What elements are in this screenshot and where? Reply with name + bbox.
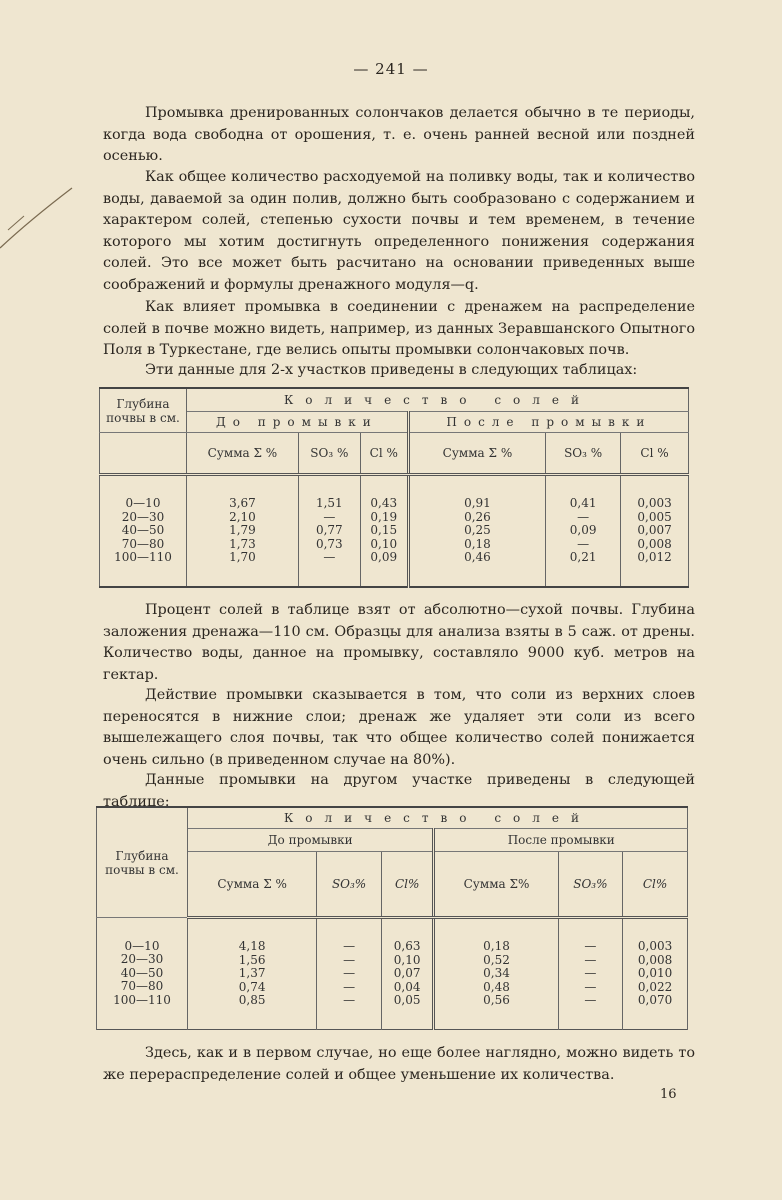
- pencil-mark-icon: [0, 160, 80, 260]
- paragraph-1: Промывка дренированных солончаков делается обычно в те периоды, когда вода свободна от орошения, т. е. очень ранней весной или поздней осенью.: [103, 105, 695, 164]
- sum-after-values: 0,91 0,26 0,25 0,18 0,46: [408, 475, 545, 588]
- so3-before-values: 1,51 — 0,77 0,73 —: [298, 475, 360, 588]
- before-header: До промывки: [187, 412, 409, 433]
- col-header-sum-after: Сумма Σ %: [408, 433, 545, 475]
- sum-after-values: 0,18 0,52 0,34 0,48 0,56: [434, 918, 558, 1030]
- col-header-cl-after: Cl %: [621, 433, 689, 475]
- so3-after-values: — — — — —: [558, 918, 623, 1030]
- col-header-cl-after: Cl%: [623, 852, 688, 918]
- depth-header-text: Глубина почвы в см.: [106, 396, 180, 425]
- paragraph-2: Как общее количество расходуемой на поливку воды, так и количество воды, даваемой за один полив, должно быть сообразовано с содержанием и характером солей, степенью сухости почвы и тем временем, в течение которого мы хотим достигнуть определенного понижения содержания солей. Это все может быть расчитано на основании приведенных выше соображений и формулы дренажного модуля—q.: [103, 169, 695, 293]
- sum-before-values: 3,67 2,10 1,79 1,73 1,70: [187, 475, 299, 588]
- paragraph-7: Данные промывки на другом участке приведены в следующей таблице:: [103, 772, 695, 810]
- so3-before-values: — — — — —: [317, 918, 382, 1030]
- page-number: — 241 —: [353, 60, 429, 78]
- depth-header-text: Глубина почвы в см.: [105, 848, 179, 877]
- paragraph-8: Здесь, как и в первом случае, но еще более наглядно, можно видеть то же перераспределение солей и общее уменьшение их количества.: [103, 1045, 695, 1083]
- col-header-so3-after: SO₃ %: [546, 433, 621, 475]
- col-header-sum-after: Сумма Σ%: [434, 852, 558, 918]
- paragraph-6: Действие промывки сказывается в том, что соли из верхних слоев переносятся в нижние слои; дренаж же удаляет эти соли из всего вышележащего слоя почвы, так что общее количество солей понижается очень сильно (в приведенном случае на 80%).: [103, 687, 695, 768]
- col-header-so3-before: SO₃ %: [298, 433, 360, 475]
- group-header: Количество солей: [187, 388, 689, 412]
- col-header-sum-before: Сумма Σ %: [188, 852, 317, 918]
- cl-before-values: 0,43 0,19 0,15 0,10 0,09: [360, 475, 408, 588]
- signature-mark: 16: [660, 1087, 677, 1102]
- so3-after-values: 0,41 — 0,09 — 0,21: [546, 475, 621, 588]
- col-header-so3-after: SO₃%: [558, 852, 623, 918]
- col-header-cl-before: Cl%: [381, 852, 434, 918]
- depth-header: [100, 388, 187, 433]
- depth-values: 0—10 20—30 40—50 70—80 100—110: [100, 475, 187, 588]
- paragraph-5: Процент солей в таблице взят от абсолютно—сухой почвы. Глубина заложения дренажа—110 см. Образцы для анализа взяты в 5 саж. от дрены. Количество воды, данное на промывку, составляло 9000 куб. метров на гектар.: [103, 602, 695, 683]
- col-header-so3-before: SO₃%: [317, 852, 382, 918]
- after-header: После промывки: [408, 412, 688, 433]
- sum-before-values: 4,18 1,56 1,37 0,74 0,85: [188, 918, 317, 1030]
- col-header-cl-before: Cl %: [360, 433, 408, 475]
- cl-before-values: 0,63 0,10 0,07 0,04 0,05: [381, 918, 434, 1030]
- paragraph-3: Как влияет промывка в соединении с дренажем на распределение солей в почве можно видеть, например, из данных Зеравшанского Опытного Поля в Туркестане, где велись опыты промывки солончаковых почв.: [103, 299, 695, 358]
- depth-header: [97, 807, 188, 918]
- cl-after-values: 0,003 0,005 0,007 0,008 0,012: [621, 475, 689, 588]
- group-header: Количество солей: [188, 807, 688, 829]
- paragraph-4: Эти данные для 2-х участков приведены в следующих таблицах:: [145, 362, 638, 378]
- after-header: После промывки: [434, 829, 688, 852]
- col-header-sum-before: Сумма Σ %: [187, 433, 299, 475]
- cl-after-values: 0,003 0,008 0,010 0,022 0,070: [623, 918, 688, 1030]
- salt-table-1: [99, 387, 689, 588]
- depth-header-spacer: [100, 433, 187, 475]
- before-header: До промывки: [188, 829, 434, 852]
- depth-values: 0—10 20—30 40—50 70—80 100—110: [97, 918, 188, 1030]
- salt-table-2: [96, 806, 688, 1030]
